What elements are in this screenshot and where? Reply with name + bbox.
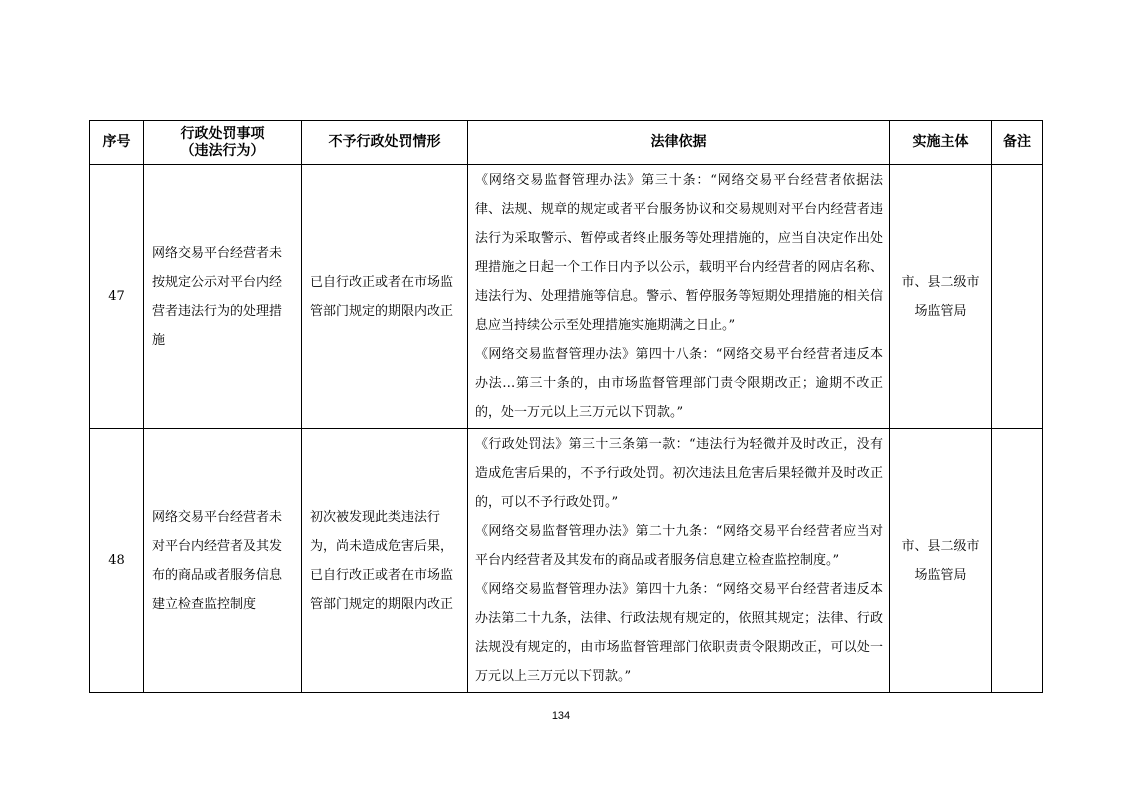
basis-paragraph: 《网络交易监督管理办法》第三十条：“网络交易平台经营者依据法律、法规、规章的规定或者平台服务协议和交易规则对平台内经营者违法行为采取警示、暂停或者终止服务等处理措施的，应当自决定作出处理措施之日起一个工作日内予以公示，载明平台内经营者的网店名称、违法行为、处理措施等信息。警示、暂停服务等短期处理措施的相关信息应当持续公示至处理措施实施期满之日止。” [475, 173, 883, 333]
page-number: 134 [551, 710, 571, 722]
table-row [90, 165, 1043, 429]
row-note [992, 429, 1043, 693]
row-condition: 初次被发现此类违法行为，尚未造成危害后果，已自行改正或者在市场监管部门规定的期限内改正 [302, 429, 468, 693]
row-agency: 市、县二级市场监管局 [890, 165, 992, 429]
row-agency: 市、县二级市场监管局 [890, 429, 992, 693]
header-no: 序号 [90, 121, 144, 165]
basis-paragraph: 《网络交易监督管理办法》第四十九条：“网络交易平台经营者违反本办法第二十九条，法律、行政法规有规定的，依照其规定；法律、行政法规没有规定的，由市场监督管理部门依职责责令限期改正，可以处一万元以上三万元以下罚款。” [475, 582, 883, 684]
row-no: 47 [90, 165, 144, 429]
header-basis: 法律依据 [468, 121, 890, 165]
basis-paragraph: 《网络交易监督管理办法》第四十八条：“网络交易平台经营者违反本办法…第三十条的，由市场监督管理部门责令限期改正；逾期不改正的，处一万元以上三万元以下罚款。” [475, 347, 883, 420]
row-basis [468, 429, 890, 693]
row-no: 48 [90, 429, 144, 693]
penalty-table [89, 120, 1043, 693]
row-basis [468, 165, 890, 429]
basis-paragraph: 《行政处罚法》第三十三条第一款：“违法行为轻微并及时改正，没有造成危害后果的，不予行政处罚。初次违法且危害后果轻微并及时改正的，可以不予行政处罚。” [475, 437, 883, 510]
row-condition: 已自行改正或者在市场监管部门规定的期限内改正 [302, 165, 468, 429]
header-item-line1: 行政处罚事项 [180, 125, 265, 142]
header-condition: 不予行政处罚情形 [302, 121, 468, 165]
header-agency: 实施主体 [890, 121, 992, 165]
table-row [90, 429, 1043, 693]
table-header-row [90, 121, 1043, 165]
header-note: 备注 [992, 121, 1043, 165]
row-item: 网络交易平台经营者未按规定公示对平台内经营者违法行为的处理措施 [144, 165, 302, 429]
header-item-line2: （违法行为） [180, 142, 265, 159]
basis-paragraph: 《网络交易监督管理办法》第二十九条：“网络交易平台经营者应当对平台内经营者及其发布的商品或者服务信息建立检查监控制度。” [475, 524, 883, 568]
header-item [144, 121, 302, 165]
row-item: 网络交易平台经营者未对平台内经营者及其发布的商品或者服务信息建立检查监控制度 [144, 429, 302, 693]
row-note [992, 165, 1043, 429]
